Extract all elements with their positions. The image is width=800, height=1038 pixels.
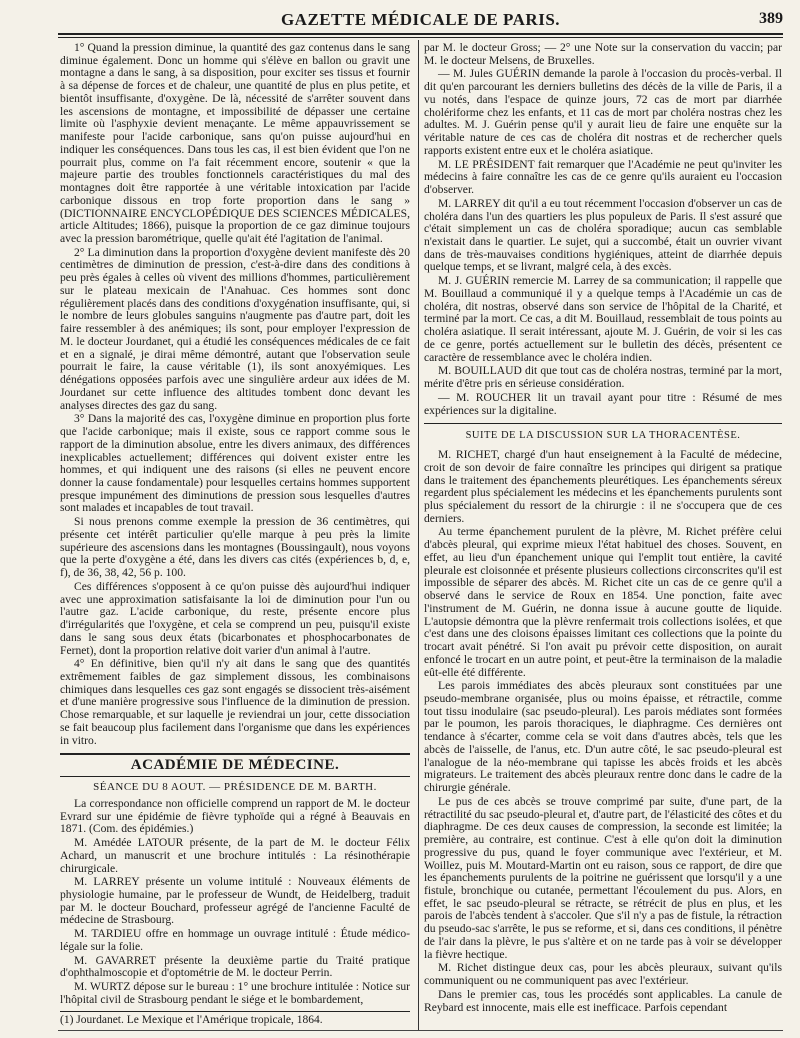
footnote: (1) Jourdanet. Le Mexique et l'Amérique tropicale, 1864. xyxy=(60,1011,410,1027)
paragraph: Les parois immédiates des abcès pleuraux sont constituées par une pseudo-membrane organisée, plus ou moins épaisse, et rétractile, comme tout tissu inodulaire (sac pseudo-pleural). Les parois médiates sont formées par le poumon, les parois thoraciques, le diaphragme. Ces dernières ont tendance à s'écarter, comme cela se voit dans d'autres abcès, tels que les abcès de l'aisselle, de l'anus, etc. D'un autre côté, le sac pseudo-pleural est l'analogue de la néo-membrane qui tapisse les abcès froids et les abcès migrateurs. Le traitement des abcès pleuraux rentre donc dans le cadre de la chirurgie générale. xyxy=(424,679,782,795)
bottom-rule xyxy=(58,1030,783,1031)
section-subtitle-thoracentese: SUITE DE LA DISCUSSION SUR LA THORACENTÈSE. xyxy=(424,423,782,443)
paragraph: M. RICHET, chargé d'un haut enseignement à la Faculté de médecine, croit de son devoir de faire connaître les principes qui dirigent sa pratique dans le traitement des épanchements pleurétiques. Les épanchements séreux regardent plus spécialement les médecins et les épanchements purulents sont plus spécialement du ressort de la chirurgie : il ne s'occupera que de ces derniers. xyxy=(424,448,782,525)
paragraph: Ces différences s'opposent à ce qu'on puisse dès aujourd'hui indiquer avec une approximation satisfaisante la loi de diminution pour l'un ou l'autre gaz. L'acide carbonique, du reste, présente encore plus d'irrégularités que l'oxygène, et cela se comprend un peu, puisqu'il existe dans le sang sous deux états (bicarbonates et phosphocarbonates de Fernet), dont la proportion relative doit varier d'un animal à l'autre. xyxy=(60,579,410,657)
paragraph: 4° En définitive, bien qu'il n'y ait dans le sang que des quantités extrêmement faibles de gaz simplement dissous, les combinaisons chimiques dans lesquelles ces gaz sont engagés se dissocient très-aisément et d'une manière progressive sous l'influence de la diminution de pression. Chose remarquable, et sur laquelle je reviendrai un jour, cette dissociation se fait beaucoup plus facilement dans l'organisme que dans les expériences in vitro. xyxy=(60,657,410,747)
paragraph: M. BOUILLAUD dit que tout cas de choléra nostras, terminé par la mort, mérite d'être pris en sérieuse considération. xyxy=(424,364,782,391)
paragraph: Dans le premier cas, tous les procédés sont applicables. La canule de Reybard est innocente, mais elle est inefficace. Parfois cependant xyxy=(424,987,782,1014)
paragraph: Si nous prenons comme exemple la pression de 36 centimètres, qui présente cet intérêt particulier qu'elle marque à peu près la limite supérieure des ascensions dans les montagnes (Boussingault), nous voyons que la perte d'oxygène a été, dans les divers cas cités (expériences b, d, e, f), de 36, 38, 42, 56 p. 100. xyxy=(60,515,410,580)
paragraph: Au terme épanchement purulent de la plèvre, M. Richet préfère celui d'abcès pleural, qui exprime mieux l'état habituel des choses. Souvent, en effet, au lieu d'un épanchement unique qui l'emplit tout entière, la cavité pleurale est cloisonnée et présente plusieurs collections circonscrites qu'il est impossible de séparer des abcès. M. Richet cite un cas de ce genre qu'il a observé dans le service de Roux en 1854. Une ponction, faite avec l'instrument de M. Guérin, ne donna issue à aucune goutte de liquide. L'autopsie démontra que la plèvre renfermait trois collections isolées, et que c'est dans une des cloisons épaisses limitant ces collections que la pointe du trocart avait pénétré. Si l'on avait pu prévoir cette disposition, on aurait enfoncé le trocart en un autre point, et peut-être la terminaison de la maladie eût-elle été différente. xyxy=(424,525,782,679)
paragraph: La correspondance non officielle comprend un rapport de M. le docteur Evrard sur une épidémie de fièvre typhoïde qui a régné à Beauvais en 1871. (Com. des épidémies.) xyxy=(60,796,410,836)
journal-title: GAZETTE MÉDICALE DE PARIS. xyxy=(280,10,561,29)
paragraph: par M. le docteur Gross; — 2° une Note sur la conservation du vaccin; par M. le docteur Melsens, de Bruxelles. xyxy=(424,41,782,67)
paragraph: 2° La diminution dans la proportion d'oxygène devient manifeste dès 20 centimètres de diminution de pression, c'est-à-dire dans des conditions à peu près égales à celles où vivent des millions d'hommes, particulièrement sur le plateau mexicain de l'Anahuac. Ces hommes sont donc régulièrement placés dans des conditions d'oxygénation insuffisante, qui, si le nombre de leurs globules sanguins n'augmente pas d'autre part, doit les faire ressembler à des anémiques; ils sont, pour employer l'expression de M. le docteur Jourdanet, qui a étudié les conséquences médicales de ce fait et en a signalé, je dirai même démontré, autant que l'observation seule pourrait le faire, la cause véritable (1), ils sont anoxyémiques. Les dénégations opposées parfois avec une singulière ardeur aux idées de M. Jourdanet sur cette influence des altitudes tombent donc devant les analyses directes des gaz du sang. xyxy=(60,245,410,412)
paragraph: M. Richet distingue deux cas, pour les abcès pleuraux, suivant qu'ils communiquent ou ne communiquent pas avec l'extérieur. xyxy=(424,961,782,988)
left-column xyxy=(60,42,410,1026)
newspaper-page xyxy=(58,0,788,1038)
paragraph: M. LE PRÉSIDENT fait remarquer que l'Académie ne peut qu'inviter les médecins à faire connaître les cas de ce genre qu'ils auraient eu l'occasion d'observer. xyxy=(424,157,782,197)
header-rule-thin xyxy=(58,37,783,38)
section-title-academie: ACADÉMIE DE MÉDECINE. xyxy=(60,753,410,777)
paragraph: M. LARREY présente un volume intitulé : Nouveaux éléments de physiologie humaine, par le professeur de Wundt, de Heidelberg, traduit par M. le docteur Bouchard, professeur agrégé de l'ancienne Faculté de médecine de Strasbourg. xyxy=(60,875,410,927)
paragraph: M. TARDIEU offre en hommage un ouvrage intitulé : Étude médico-légale sur la folie. xyxy=(60,927,410,953)
paragraph: M. J. GUÉRIN remercie M. Larrey de sa communication; il rappelle que M. Bouillaud a communiqué il y a quelque temps à l'Académie un cas de choléra, dit nostras, observé dans son service de l'hôpital de la Charité, et terminé par la mort. Ce cas, a dit M. Bouillaud, ressemblait de tous points au choléra asiatique. Il serait intéressant, ajoute M. J. Guérin, de voir si les cas de ce genre, portés actuellement sur le bulletin des décès, présentent ce caractère de ressemblance avec le choléra indien. xyxy=(424,274,782,364)
header-rule xyxy=(58,33,783,35)
page-number: 389 xyxy=(759,10,783,27)
paragraph: M. LARREY dit qu'il a eu tout récemment l'occasion d'observer un cas de choléra dans l'un des quartiers les plus populeux de Paris. Il s'est assuré que c'était simplement un cas de choléra sporadique; aucun cas semblable n'existait dans le quartier. Le sujet, qui a succombé, était un ouvrier vivant dans de très-mauvaises conditions hygiéniques, atteint de diarrhée depuis quelque temps, et se livrant, malgré cela, à des excès. xyxy=(424,196,782,274)
paragraph: M. GAVARRET présente la deuxième partie du Traité pratique d'ophthalmoscopie et d'optométrie de M. le docteur Perrin. xyxy=(60,953,410,980)
session-subtitle: SÉANCE DU 8 AOUT. — PRÉSIDENCE DE M. BARTH. xyxy=(93,781,377,794)
paragraph: Le pus de ces abcès se trouve comprimé par suite, d'une part, de la rétractilité du sac pseudo-pleural et, d'autre part, de l'élasticité des côtes et du diaphragme. De ces deux causes de compression, la seconde est limitée; la première, au contraire, est continue. C'est à elle qu'on doit la diminution progressive du pus, quand le foyer communique avec l'extérieur, et M. Woillez, puis M. Moutard-Martin ont eu raison, sous ce rapport, de dire que les épanchements purulents de la poitrine ne guérissent que lorsqu'il y a une fistule, bronchique ou cutanée, permettant l'écoulement du pus. Alors, en effet, le sac pseudo-pleural se rétracte, se rétrécit de plus en plus, et les parois de l'abcès tendent à s'accoler. Que s'il n'y a pas de fistule, la rétraction du pseudo-sac s'arrête, le pus se reforme, et si, dans ces conditions, il pénètre de l'air dans la plèvre, le pus s'altère et on ne tarde pas à voir se développer la fièvre hectique. xyxy=(424,794,782,961)
paragraph: M. Amédée LATOUR présente, de la part de M. le docteur Félix Achard, un manuscrit et une brochure intitulés : La résinothérapie chirurgicale. xyxy=(60,836,410,875)
paragraph: — M. ROUCHER lit un travail ayant pour titre : Résumé de mes expériences sur la digitaline. xyxy=(424,390,782,417)
paragraph: — M. Jules GUÉRIN demande la parole à l'occasion du procès-verbal. Il dit qu'en parcourant les derniers bulletins des décès de la ville de Paris, il a vu notés, dans l'espace de quinze jours, 72 cas de mort par diarrhée cholériforme chez les enfants, et 11 cas de mort par choléra nostras chez les adultes. M. J. Guérin pense qu'il y aurait lieu de faire une enquête sur la véritable nature de ces cas de choléra dit nostras et de rechercher quels rapports existent entre eux et le choléra asiatique. xyxy=(424,67,782,157)
page-header xyxy=(58,8,783,32)
paragraph: 3° Dans la majorité des cas, l'oxygène diminue en proportion plus forte que l'acide carbonique; mais il existe, sous ce rapport comme sous le rapport de la diminution absolue, entre les divers animaux, des différences inexplicables actuellement; différences qui doivent exister entre les hommes, et qui indiquent une des raisons (si elles ne peuvent encore donner la cause fondamentale) pour lesquelles certains hommes supportent presque impunément des diminutions de pression sous lesquelles d'autres sont malades et incapables de tout travail. xyxy=(60,412,410,515)
paragraph: M. WURTZ dépose sur le bureau : 1° une brochure intitulée : Notice sur l'hôpital civil de Strasbourg pendant le siége et le bombardement, xyxy=(60,980,410,1006)
right-column xyxy=(424,42,782,1014)
paragraph: 1° Quand la pression diminue, la quantité des gaz contenus dans le sang diminue également. Donc un homme qui s'élève en ballon ou gravit une montagne a dans le sang, à sa disposition, pour exciter ses tissus et fournir à sa dépense de forces et de chaleur, une quantité de plus en plus petite, et bientôt insuffisante, d'oxygène. De là, nécessité de s'arrêter souvent dans les ascensions de montagne, et impossibilité de dépasser une certaine limite où l'asphyxie devient menaçante. Le même appauvrissement se manifeste pour l'acide carbonique, sans qu'on puisse aujourd'hui en indiquer les conséquences. Dans tous les cas, il est bien évident que l'on ne pourrait plus, comme on l'a fait récemment encore, soutenir « que la majeure partie des troubles fonctionnels caractéristiques du mal des montagnes doit être rapportée à une véritable intoxication par l'acide carbonique dissous en trop forte proportion dans le sang » (DICTIONNAIRE ENCYCLOPÉDIQUE DES SCIENCES MÉDICALES, article Altitudes; 1866), puisque la proportion de ce gaz diminue toujours avec la pression barométrique, quelle qu'ait été l'agitation de l'animal. xyxy=(60,41,410,246)
column-separator xyxy=(418,40,419,1030)
